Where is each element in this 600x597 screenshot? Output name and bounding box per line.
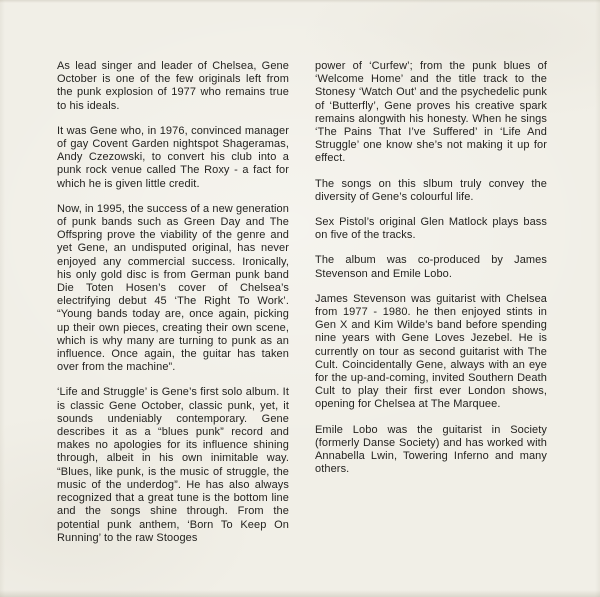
paragraph-life-and-struggle: ‘Life and Struggle’ is Gene’s first solo album. It is classic Gene October, classic punk, yet, it sounds undeniably contemporary. Gene describes it as a “blues punk” record and makes no apologies for its influence shining through, albeit in his own inimitable way. “Blues, like punk, is the music of struggle, the music of the underdog”. He has also always recognized that a great tune is the bottom line and the songs shine through. From the potential punk anthem, ‘Born To Keep On Running’ to the raw Stooges xyxy=(57,386,289,544)
paragraph-intro: As lead singer and leader of Chelsea, Gene October is one of the few originals left from the punk explosion of 1977 who remains true to his ideals. xyxy=(57,60,289,112)
paragraph-stevenson: James Stevenson was guitarist with Chelsea from 1977 - 1980. he then enjoyed stints in Gen X and Kim Wilde’s band before spending nine years with Gene Loves Jezebel. He is currently on tour as second guitarist with The Cult. Coincidentally Gene, always with an eye for the up-and-coming, invited Southern Death Cult to play their first ever London shows, opening for Chelsea at The Marquee. xyxy=(315,292,547,411)
left-column xyxy=(57,60,289,557)
right-column xyxy=(315,60,547,488)
paragraph-roxy: It was Gene who, in 1976, convinced manager of gay Covent Garden nightspot Shageramas, Andy Czezowski, to convert his club into a punk rock venue called The Roxy - a fact for which he is given little credit. xyxy=(57,124,289,190)
paragraph-1995: Now, in 1995, the success of a new generation of punk bands such as Green Day and The Offspring prove the viability of the genre and yet Gene, an undisputed original, has never enjoyed any commercial success. Ironically, his only gold disc is from German punk band Die Toten Hosen’s cover of Chelsea’s electrifying debut 45 ‘The Right To Work’. “Young bands today are, once again, picking up their own pieces, creating their own scene, which is why many are turning to punk as an influence. Once again, the guitar has taken over from the machine”. xyxy=(57,202,289,374)
paragraph-coproduced: The album was co-produced by James Stevenson and Emile Lobo. xyxy=(315,254,547,280)
paragraph-songs: The songs on this slbum truly convey the diversity of Gene’s colourful life. xyxy=(315,177,547,203)
paragraph-curfew: power of ‘Curfew’; from the punk blues of ‘Welcome Home’ and the title track to the Stonesy ‘Watch Out’ and the psychedelic punk of ‘Butterfly’, Gene proves his creative spark remains alongwith his honesty. When he sings ‘The Pains That I’ve Suffered’ in ‘Life And Struggle’ one know she’s not making it up for effect. xyxy=(315,60,547,165)
paragraph-lobo: Emile Lobo was the guitarist in Society (formerly Danse Society) and has worked with Annabella Lwin, Towering Inferno and many others. xyxy=(315,423,547,476)
paragraph-matlock: Sex Pistol’s original Glen Matlock plays bass on five of the tracks. xyxy=(315,216,547,242)
